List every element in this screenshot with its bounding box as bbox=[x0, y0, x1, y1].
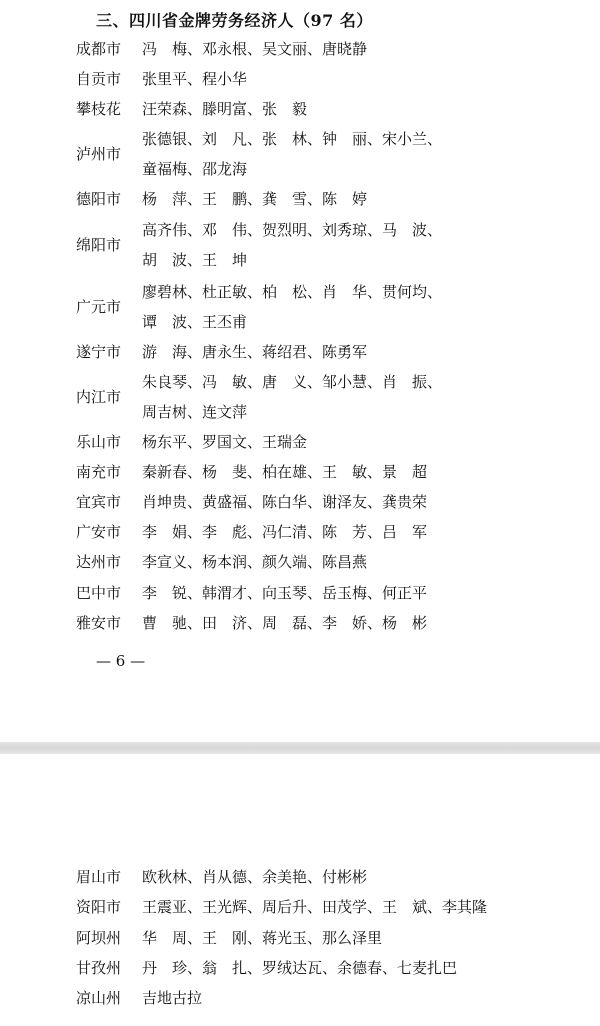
city-label: 广元市 bbox=[76, 298, 122, 316]
city-label: 攀枝花 bbox=[76, 100, 122, 118]
name-line: 冯 梅、邓永根、吴文丽、唐晓静 bbox=[142, 40, 368, 58]
name-list bbox=[142, 987, 572, 1009]
name-line: 张里平、程小华 bbox=[142, 70, 248, 88]
name-line: 华 周、王 刚、蒋光玉、那么泽里 bbox=[142, 929, 383, 947]
name-line: 李 锐、韩渭才、向玉琴、岳玉梅、何正平 bbox=[142, 584, 428, 602]
city-label: 自贡市 bbox=[76, 70, 122, 88]
city-label: 雅安市 bbox=[76, 614, 122, 632]
name-line: 杨东平、罗国文、王瑞金 bbox=[142, 433, 308, 451]
city-label: 阿坝州 bbox=[76, 929, 122, 947]
name-list bbox=[142, 461, 572, 483]
city-label: 德阳市 bbox=[76, 190, 122, 208]
city-label: 泸州市 bbox=[76, 145, 122, 163]
name-list bbox=[142, 371, 572, 423]
name-list bbox=[142, 98, 572, 120]
name-line: 胡 波、王 坤 bbox=[142, 251, 248, 269]
name-line: 丹 珍、翁 扎、罗绒达瓦、余德春、七麦扎巴 bbox=[142, 959, 458, 977]
name-list bbox=[142, 431, 572, 453]
name-list bbox=[142, 866, 572, 888]
section-title: 三、四川省金牌劳务经济人（97 名） bbox=[96, 11, 373, 30]
name-list bbox=[142, 582, 572, 604]
name-line: 王震亚、王光辉、周后升、田茂学、王 斌、李其隆 bbox=[142, 898, 488, 916]
name-line: 周吉树、连文萍 bbox=[142, 403, 248, 421]
city-label: 资阳市 bbox=[76, 898, 122, 916]
name-list bbox=[142, 219, 572, 271]
name-line: 张德银、刘 凡、张 林、钟 丽、宋小兰、 bbox=[142, 130, 443, 148]
name-list bbox=[142, 341, 572, 363]
page-number: — 6 — bbox=[96, 652, 146, 670]
name-list bbox=[142, 188, 572, 210]
name-list bbox=[142, 491, 572, 513]
name-list bbox=[142, 38, 572, 60]
name-line: 朱良琴、冯 敏、唐 义、邹小慧、肖 振、 bbox=[142, 373, 443, 391]
name-list bbox=[142, 68, 572, 90]
name-list bbox=[142, 551, 572, 573]
name-list bbox=[142, 896, 572, 918]
page-divider bbox=[0, 742, 600, 754]
name-line: 谭 波、王丕甫 bbox=[142, 313, 248, 331]
city-label: 达州市 bbox=[76, 553, 122, 571]
name-line: 秦新春、杨 斐、柏在雄、王 敏、景 超 bbox=[142, 463, 428, 481]
name-line: 游 海、唐永生、蒋绍君、陈勇军 bbox=[142, 343, 368, 361]
city-label: 绵阳市 bbox=[76, 236, 122, 254]
name-line: 吉地古拉 bbox=[142, 989, 203, 1007]
name-line: 欧秋林、肖从德、余美艳、付彬彬 bbox=[142, 868, 368, 886]
city-label: 宜宾市 bbox=[76, 493, 122, 511]
name-line: 李 娟、李 彪、冯仁清、陈 芳、吕 军 bbox=[142, 523, 428, 541]
name-line: 汪荣森、滕明富、张 毅 bbox=[142, 100, 308, 118]
name-line: 曹 驰、田 济、周 磊、李 娇、杨 彬 bbox=[142, 614, 428, 632]
city-label: 遂宁市 bbox=[76, 343, 122, 361]
name-line: 廖碧林、杜正敏、柏 松、肖 华、贯何均、 bbox=[142, 283, 443, 301]
city-label: 巴中市 bbox=[76, 584, 122, 602]
name-list bbox=[142, 521, 572, 543]
city-label: 内江市 bbox=[76, 388, 122, 406]
city-label: 南充市 bbox=[76, 463, 122, 481]
name-list bbox=[142, 612, 572, 634]
city-label: 成都市 bbox=[76, 40, 122, 58]
city-label: 乐山市 bbox=[76, 433, 122, 451]
name-line: 高齐伟、邓 伟、贺烈明、刘秀琼、马 波、 bbox=[142, 221, 443, 239]
name-list bbox=[142, 281, 572, 333]
city-label: 甘孜州 bbox=[76, 959, 122, 977]
name-line: 童福梅、邵龙海 bbox=[142, 160, 248, 178]
name-list bbox=[142, 957, 572, 979]
name-line: 李宣义、杨本润、颜久端、陈昌燕 bbox=[142, 553, 368, 571]
city-label: 凉山州 bbox=[76, 989, 122, 1007]
name-line: 肖坤贵、黄盛福、陈白华、谢泽友、龚贵荣 bbox=[142, 493, 428, 511]
city-label: 广安市 bbox=[76, 523, 122, 541]
document-page-7 bbox=[0, 754, 600, 1026]
name-line: 杨 萍、王 鹏、龚 雪、陈 婷 bbox=[142, 190, 368, 208]
name-list bbox=[142, 128, 572, 180]
city-label: 眉山市 bbox=[76, 868, 122, 886]
name-list bbox=[142, 927, 572, 949]
